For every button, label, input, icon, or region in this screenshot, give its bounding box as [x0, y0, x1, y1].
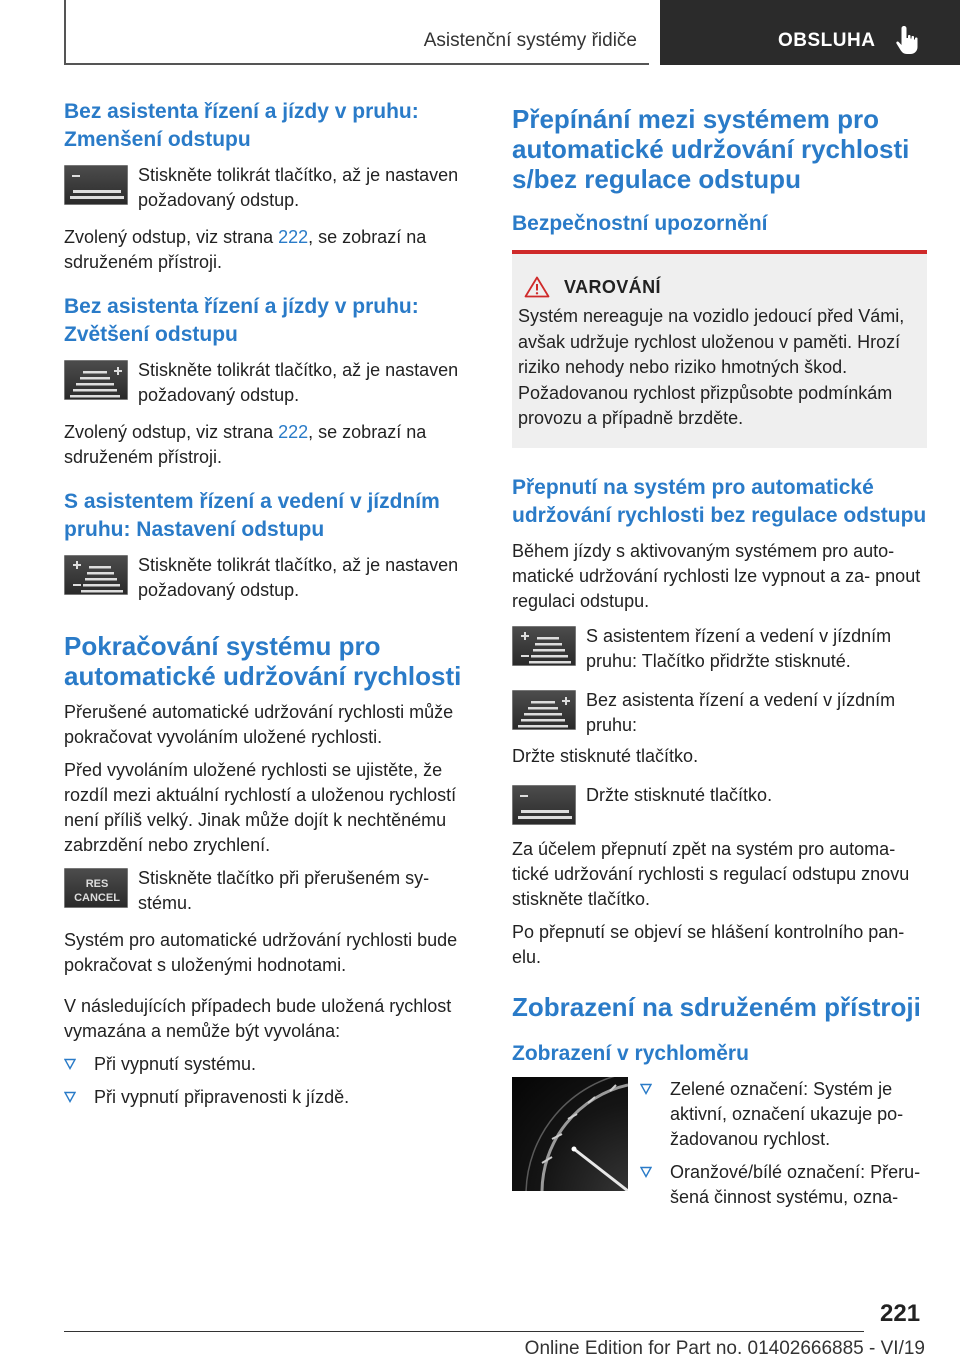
switch-without-assistant-instruction — [512, 688, 927, 738]
paragraph-decrease-ref — [64, 225, 479, 275]
increase-distance-instruction — [64, 358, 479, 408]
speedometer-section — [512, 1077, 927, 1224]
heading-increase-distance: Bez asistenta řízení a jízdy v pruhu: Zvětšení odstupu — [64, 295, 419, 346]
res-label: RES — [85, 878, 109, 890]
paragraph-resume-values: Systém pro automatické udržování rychlosti bude pokračovat s uloženými hodnotami. — [64, 930, 458, 975]
list-item — [64, 1085, 479, 1110]
distance-increase-icon — [512, 690, 576, 730]
heading-switching-modes: Přepínání mezi systémem pro automatické udržování rychlosti s/bez regulace odstupu — [512, 104, 910, 194]
increase-distance-text: Stiskněte tolikrát tlačítko, až je nastaven požadovaný odstup. — [138, 360, 459, 405]
decrease-distance-instruction — [64, 163, 479, 213]
res-cancel-button-icon — [64, 868, 128, 908]
triangle-bullet-icon — [64, 1058, 76, 1070]
paragraph-switch-intro: Během jízdy s aktivovaným systémem pro auto‐ matické udržování rychlosti lze vypnout a za‐ pnout regulaci odstupu. — [512, 540, 921, 611]
warning-text: Systém nereaguje na vozidlo jedoucí před Vámi, avšak udržuje rychlost uloženou v paměti. Hrozí riziko nehody nebo riziko hmotných škod. Požadovanou rychlost přizpůsobte podmínkám provozu a případně brzděte. — [518, 306, 905, 428]
speedometer-marker-image — [512, 1077, 628, 1191]
page-ref-link-222[interactable]: 222 — [278, 422, 309, 442]
list-item — [64, 1052, 479, 1077]
switch-with-assistant-text: S asistentem řízení a vedení v jízdním pruhu: Tlačítko přidržte stisknuté. — [586, 625, 892, 671]
paragraph-hold-button: Držte stisknuté tlačítko. — [512, 745, 699, 766]
heading-switch-without-distance: Přepnutí na systém pro automatické udržování rychlosti bez regulace odstupu — [512, 475, 927, 527]
warning-box — [512, 250, 927, 448]
chapter-tab-label: OBSLUHA — [778, 30, 876, 51]
triangle-bullet-icon — [640, 1083, 652, 1095]
paragraph-panel-message: Po přepnutí se objeví se hlášení kontrolního pan‐ elu. — [512, 921, 905, 967]
heading-adjust-distance: S asistentem řízení a vedení v jízdním pruhu: Nastavení odstupu — [64, 490, 440, 541]
res-cancel-instruction — [64, 866, 479, 916]
edition-footer: Online Edition for Part no. 01402666885 - VI/19 — [524, 1338, 925, 1359]
adjust-distance-instruction — [64, 553, 479, 603]
cancel-label: CANCEL — [74, 892, 120, 904]
distance-decrease-icon — [512, 785, 576, 825]
left-column — [64, 98, 479, 1118]
list-item-text: Při vypnutí připravenosti k jízdě. — [94, 1087, 350, 1107]
warning-header — [518, 276, 919, 298]
switch-with-assistant-instruction — [512, 624, 927, 674]
distance-adjust-icon — [512, 626, 576, 666]
ref-text-after: , se zobrazí na sdruženém přístroji. — [64, 227, 427, 272]
right-column — [512, 104, 927, 1236]
heading-decrease-distance: Bez asistenta řízení a jízdy v pruhu: Zmenšení odstupu — [64, 100, 419, 151]
list-item-text: Zelené označení: Systém je aktivní, označení ukazuje po‐ žadovanou rychlost. — [670, 1078, 904, 1149]
paragraph-increase-ref — [64, 420, 479, 470]
heading-instrument-display: Zobrazení na sdruženém přístroji — [512, 991, 921, 1022]
page-number: 221 — [880, 1300, 921, 1327]
section-title: Asistenční systémy řidiče — [423, 30, 637, 51]
hold-decrease-instruction — [512, 783, 927, 825]
paragraph-resume-check: Před vyvoláním uložené rychlosti se ujistěte, že rozdíl mezi aktuální rychlostí a uloženou rychlostí není příliš velký. Jinak může dojít k nechtěnému zabrzdění nebo zrychlení. — [64, 760, 457, 855]
list-item — [640, 1077, 927, 1152]
heading-resume-cruise-control: Pokračování systému pro automatické udržování rychlosti — [64, 631, 462, 691]
ref-text-before: Zvolený odstup, viz strana — [64, 227, 279, 247]
warning-label: VAROVÁNÍ — [564, 276, 661, 297]
heading-speedometer-display: Zobrazení v rychloměru — [512, 1041, 749, 1065]
triangle-bullet-icon — [640, 1166, 652, 1178]
paragraph-cleared-cases: V následujících případech bude uložená rychlost vymazána a nemůže být vyvolána: — [64, 996, 452, 1041]
header-rule — [64, 63, 649, 65]
paragraph-resume-intro: Přerušené automatické udržování rychlosti může pokračovat vyvoláním uložené rychlosti. — [64, 702, 454, 747]
heading-safety-notes: Bezpečnostní upozornění — [512, 212, 768, 235]
ref-text-before: Zvolený odstup, viz strana — [64, 422, 279, 442]
decrease-distance-text: Stiskněte tolikrát tlačítko, až je nastaven požadovaný odstup. — [138, 165, 459, 210]
distance-adjust-icon — [64, 555, 128, 595]
paragraph-switch-back: Za účelem přepnutí zpět na systém pro automa‐ tické udržování rychlosti s regulací odstupu znovu stiskněte tlačítko. — [512, 838, 910, 909]
warning-triangle-icon — [524, 276, 550, 298]
list-item-text: Při vypnutí systému. — [94, 1054, 257, 1074]
list-item-text: Oranžové/bílé označení: Přeru‐ šená činnost systému, ozna‐ — [670, 1161, 921, 1207]
speedometer-marker-list — [640, 1077, 927, 1218]
cleared-cases-list — [64, 1052, 479, 1110]
adjust-distance-text: Stiskněte tolikrát tlačítko, až je nastaven požadovaný odstup. — [138, 555, 459, 600]
footer-rule — [64, 1331, 864, 1332]
distance-decrease-icon — [64, 165, 128, 205]
triangle-bullet-icon — [64, 1091, 76, 1103]
page-ref-link-222[interactable]: 222 — [278, 227, 309, 247]
hand-pointer-icon — [893, 24, 923, 56]
hold-decrease-text: Držte stisknuté tlačítko. — [586, 784, 773, 805]
ref-text-after: , se zobrazí na sdruženém přístroji. — [64, 422, 427, 467]
distance-increase-icon — [64, 360, 128, 400]
switch-without-assistant-text: Bez asistenta řízení a vedení v jízdním pruhu: — [586, 689, 896, 735]
list-item — [640, 1160, 927, 1210]
res-cancel-text: Stiskněte tlačítko při přerušeném sy‐ stému. — [138, 868, 430, 913]
